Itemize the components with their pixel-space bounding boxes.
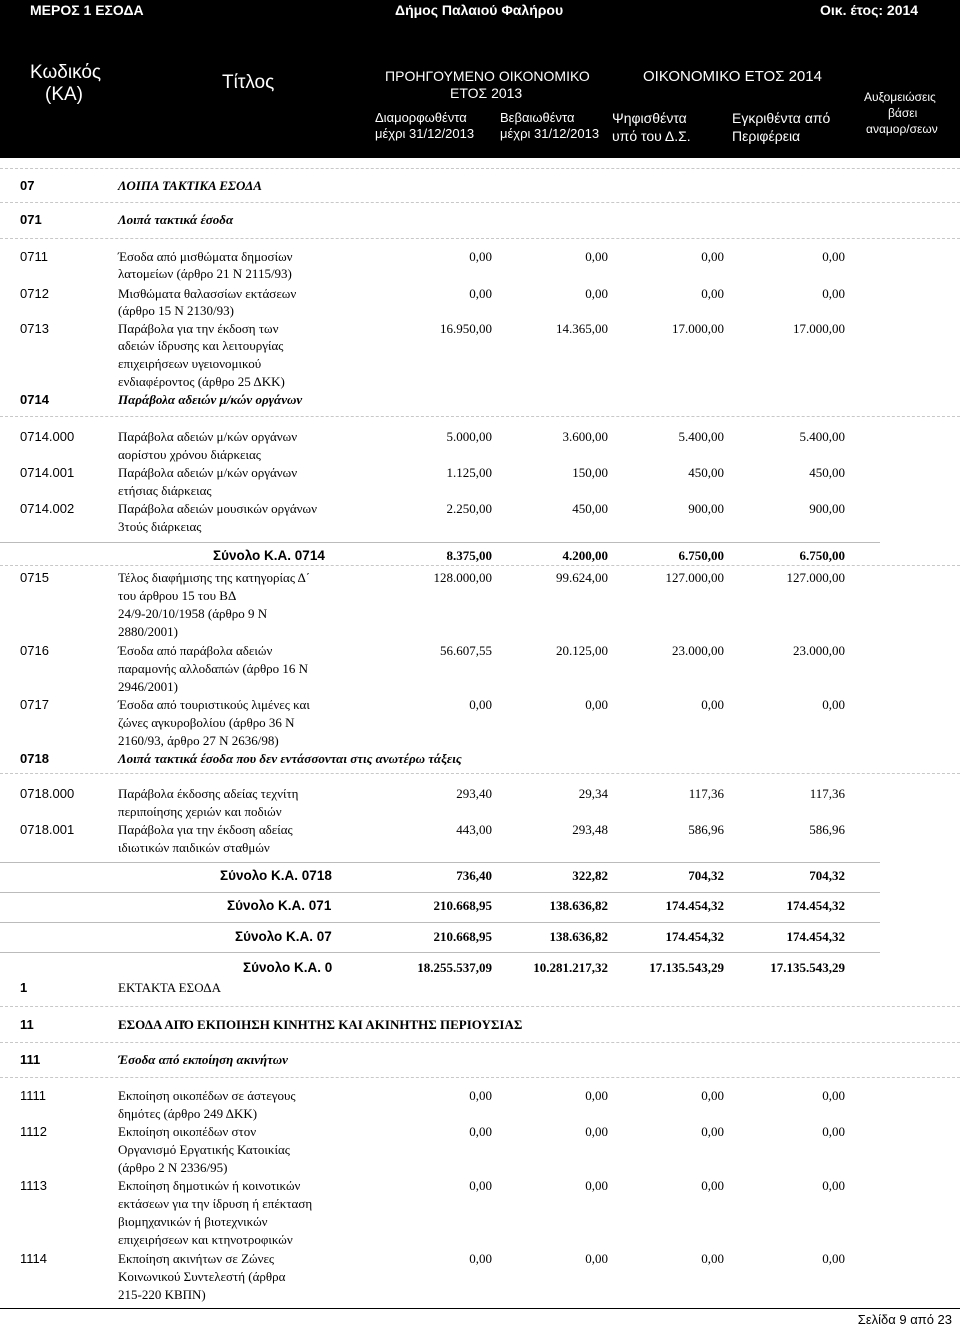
header-col3-line2: υπό του Δ.Σ. xyxy=(612,128,691,144)
title-0718: Λοιπά τακτικά έσοδα που δεν εντάσσονται στις ανωτέρω τάξεις xyxy=(118,751,462,766)
row-code: 0714.001 xyxy=(20,465,75,480)
row-title: 215-220 ΚΒΠΝ) xyxy=(118,1287,206,1302)
value-diamorfothenta: 0,00 xyxy=(469,286,492,301)
subtotal-diamorfothenta: 210.668,95 xyxy=(433,898,492,913)
header-col2-line1: Βεβαιωθέντα xyxy=(500,110,575,125)
row-title: 24/9-20/10/1958 (άρθρο 9 Ν xyxy=(118,606,268,621)
row-title: εκτάσεων για την ίδρυση ή επέκταση xyxy=(118,1196,313,1211)
section-label: ΜΕΡΟΣ 1 ΕΣΟΔΑ xyxy=(30,2,144,18)
row-title: Τέλος διαφήμισης της κατηγορίας Δ΄ xyxy=(118,570,311,585)
row-title: ετήσιας διάρκειας xyxy=(118,483,212,498)
row-title: (άρθρο 2 Ν 2336/95) xyxy=(118,1160,228,1175)
row-title: δημότες (άρθρο 249 ΔΚΚ) xyxy=(118,1106,258,1121)
row-title: 2160/93, άρθρο 27 Ν 2636/98) xyxy=(118,733,279,748)
row-code: 0711 xyxy=(20,249,48,264)
value-vevaiothenta: 0,00 xyxy=(585,1251,608,1266)
title-0714: Παράβολα αδειών μ/κών οργάνων xyxy=(118,392,303,407)
value-psifisthenta: 0,00 xyxy=(701,1124,724,1139)
row-title: Παράβολα για την έκδοση των xyxy=(118,321,279,336)
value-egkrithenta: 0,00 xyxy=(822,249,845,264)
header-col1-line1: Διαμορφωθέντα xyxy=(375,110,467,125)
title-11: ΕΣΟΔΑ ΑΠΌ ΕΚΠΟΙΗΣΗ ΚΙΝΗΤΗΣ ΚΑΙ ΑΚΙΝΗΤΗΣ ΠΕΡΙΟΥΣΙΑΣ xyxy=(118,1017,523,1032)
value-egkrithenta: 0,00 xyxy=(822,1124,845,1139)
row-title: Εκποίηση δημοτικών ή κοινοτικών xyxy=(118,1178,301,1193)
row-title: (άρθρο 15 Ν 2130/93) xyxy=(118,303,234,318)
value-diamorfothenta: 0,00 xyxy=(469,1178,492,1193)
title-111: Έσοδα από εκποίηση ακινήτων xyxy=(118,1052,288,1067)
subtotal-label: Σύνολο Κ.Α. 0718 xyxy=(220,868,332,883)
value-egkrithenta: 23.000,00 xyxy=(793,643,845,658)
value-psifisthenta: 0,00 xyxy=(701,1178,724,1193)
row-title: 3τούς διάρκειας xyxy=(118,519,202,534)
subtotal-diamorfothenta: 18.255.537,09 xyxy=(417,960,492,975)
header-col5-line1: Αυξομειώσεις xyxy=(864,90,936,104)
subtotal-psifisthenta: 17.135.543,29 xyxy=(649,960,724,975)
value-vevaiothenta: 0,00 xyxy=(585,697,608,712)
row-title: Έσοδα από μισθώματα δημοσίων xyxy=(118,249,293,264)
value-psifisthenta: 450,00 xyxy=(688,465,724,480)
value-diamorfothenta: 16.950,00 xyxy=(440,321,492,336)
value-egkrithenta: 0,00 xyxy=(822,1088,845,1103)
row-title: επιχειρήσεων υγειονομικού xyxy=(118,356,262,371)
value-vevaiothenta: 3.600,00 xyxy=(562,429,608,444)
row-title: λατομείων (άρθρο 21 Ν 2115/93) xyxy=(118,266,292,281)
fiscal-year-label: Οικ. έτος: 2014 xyxy=(820,2,919,18)
subtotal-egkrithenta: 6.750,00 xyxy=(799,548,845,563)
row-title: 2880/2001) xyxy=(118,624,178,639)
value-vevaiothenta: 0,00 xyxy=(585,286,608,301)
value-psifisthenta: 17.000,00 xyxy=(672,321,724,336)
row-code: 1114 xyxy=(20,1251,47,1266)
value-psifisthenta: 0,00 xyxy=(701,286,724,301)
row-code: 0712 xyxy=(20,286,49,301)
row-code: 1112 xyxy=(20,1124,47,1139)
row-code: 0713 xyxy=(20,321,49,336)
value-diamorfothenta: 128.000,00 xyxy=(433,570,492,585)
row-title: αδειών ίδρυσης και λειτουργίας xyxy=(118,338,284,353)
title-1: ΕΚΤΑΚΤΑ ΕΣΟΔΑ xyxy=(118,980,222,995)
code-1: 1 xyxy=(20,980,28,995)
subtotal-vevaiothenta: 138.636,82 xyxy=(549,929,608,944)
value-egkrithenta: 17.000,00 xyxy=(793,321,845,336)
header-col5-line3: αναμορ/σεων xyxy=(866,122,938,136)
value-vevaiothenta: 0,00 xyxy=(585,1088,608,1103)
subtotal-egkrithenta: 17.135.543,29 xyxy=(770,960,845,975)
header-code-line2: (ΚΑ) xyxy=(45,84,83,105)
subtotal-vevaiothenta: 138.636,82 xyxy=(549,898,608,913)
title-07: ΛΟΙΠΑ ΤΑΚΤΙΚΑ ΕΣΟΔΑ xyxy=(118,178,262,193)
row-title: αορίστου χρόνου διάρκειας xyxy=(118,447,261,462)
value-psifisthenta: 900,00 xyxy=(688,501,724,516)
code-071: 071 xyxy=(20,212,42,227)
row-title: του άρθρου 15 του ΒΔ xyxy=(118,588,237,603)
value-vevaiothenta: 14.365,00 xyxy=(556,321,608,336)
subtotal-psifisthenta: 6.750,00 xyxy=(678,548,724,563)
value-vevaiothenta: 150,00 xyxy=(572,465,608,480)
page-number: Σελίδα 9 από 23 xyxy=(857,1312,952,1327)
header-col1-line2: μέχρι 31/12/2013 xyxy=(375,126,475,141)
value-egkrithenta: 450,00 xyxy=(809,465,845,480)
row-title: Παράβολα έκδοσης αδείας τεχνίτη xyxy=(118,786,299,801)
subtotal-label: Σύνολο Κ.Α. 0714 xyxy=(213,548,325,563)
header-col3-line1: Ψηφισθέντα xyxy=(612,110,687,126)
value-diamorfothenta: 443,00 xyxy=(456,822,492,837)
row-code: 1111 xyxy=(20,1088,47,1103)
value-psifisthenta: 117,36 xyxy=(688,786,724,801)
row-code: 0718.000 xyxy=(20,786,75,801)
subtotal-label: Σύνολο Κ.Α. 071 xyxy=(227,898,332,913)
row-title: Παράβολα αδειών μ/κών οργάνων xyxy=(118,465,298,480)
header-code-line1: Κωδικός xyxy=(30,62,102,83)
row-title: ενδιαφέροντος (άρθρο 25 ΔΚΚ) xyxy=(118,374,285,389)
header-prev-year-line1: ΠΡΟΗΓΟΥΜΕΝΟ ΟΙΚΟΝΟΜΙΚΟ xyxy=(385,68,590,84)
row-code: 0714.002 xyxy=(20,501,75,516)
subtotal-psifisthenta: 704,32 xyxy=(688,868,724,883)
subtotal-diamorfothenta: 210.668,95 xyxy=(433,929,492,944)
subtotal-diamorfothenta: 8.375,00 xyxy=(446,548,492,563)
value-diamorfothenta: 0,00 xyxy=(469,697,492,712)
value-psifisthenta: 127.000,00 xyxy=(665,570,724,585)
row-code: 0717 xyxy=(20,697,49,712)
row-code: 0718.001 xyxy=(20,822,75,837)
subtotal-vevaiothenta: 322,82 xyxy=(572,868,608,883)
value-vevaiothenta: 29,34 xyxy=(578,786,608,801)
title-071: Λοιπά τακτικά έσοδα xyxy=(118,212,234,227)
row-code: 0716 xyxy=(20,643,49,658)
value-psifisthenta: 0,00 xyxy=(701,697,724,712)
code-07: 07 xyxy=(20,178,35,193)
subtotal-vevaiothenta: 4.200,00 xyxy=(562,548,608,563)
value-egkrithenta: 900,00 xyxy=(809,501,845,516)
header-col2-line2: μέχρι 31/12/2013 xyxy=(500,126,600,141)
value-diamorfothenta: 1.125,00 xyxy=(446,465,492,480)
row-title: περιποίησης χεριών και ποδιών xyxy=(118,804,282,819)
value-egkrithenta: 127.000,00 xyxy=(786,570,845,585)
subtotal-psifisthenta: 174.454,32 xyxy=(665,898,724,913)
subtotal-vevaiothenta: 10.281.217,32 xyxy=(533,960,608,975)
header-col4-line1: Εγκριθέντα από xyxy=(732,110,831,126)
row-title: Παράβολα αδειών μ/κών οργάνων xyxy=(118,429,298,444)
value-diamorfothenta: 293,40 xyxy=(456,786,492,801)
value-diamorfothenta: 56.607,55 xyxy=(440,643,492,658)
value-vevaiothenta: 0,00 xyxy=(585,1124,608,1139)
row-code: 0715 xyxy=(20,570,49,585)
row-title: Παράβολα για την έκδοση αδείας xyxy=(118,822,293,837)
row-title: Μισθώματα θαλασσίων εκτάσεων xyxy=(118,286,297,301)
row-title: Κοινωνικού Συντελεστή (άρθρα xyxy=(118,1269,286,1284)
header-col5-line2: βάσει xyxy=(888,106,918,120)
subtotal-egkrithenta: 174.454,32 xyxy=(786,929,845,944)
row-title: Παράβολα αδειών μουσικών οργάνων xyxy=(118,501,317,516)
header-col4-line2: Περιφέρεια xyxy=(732,128,801,144)
value-diamorfothenta: 0,00 xyxy=(469,1088,492,1103)
value-egkrithenta: 5.400,00 xyxy=(799,429,845,444)
row-code: 1113 xyxy=(20,1178,47,1193)
subtotal-diamorfothenta: 736,40 xyxy=(456,868,492,883)
value-egkrithenta: 0,00 xyxy=(822,286,845,301)
code-111: 111 xyxy=(20,1052,41,1067)
value-diamorfothenta: 0,00 xyxy=(469,1124,492,1139)
header-prev-year-line2: ΕΤΟΣ 2013 xyxy=(450,85,523,101)
value-diamorfothenta: 2.250,00 xyxy=(446,501,492,516)
row-title: Οργανισμό Εργατικής Κατοικίας xyxy=(118,1142,290,1157)
code-0718: 0718 xyxy=(20,751,49,766)
value-vevaiothenta: 293,48 xyxy=(572,822,608,837)
header-title: Τίτλος xyxy=(222,72,275,93)
row-title: Έσοδα από τουριστικούς λιμένες και xyxy=(118,697,310,712)
row-title: 2946/2001) xyxy=(118,679,178,694)
subtotal-psifisthenta: 174.454,32 xyxy=(665,929,724,944)
value-egkrithenta: 0,00 xyxy=(822,1178,845,1193)
value-diamorfothenta: 5.000,00 xyxy=(446,429,492,444)
row-title: Έσοδα από παράβολα αδειών xyxy=(118,643,273,658)
value-diamorfothenta: 0,00 xyxy=(469,249,492,264)
value-egkrithenta: 117,36 xyxy=(809,786,845,801)
value-psifisthenta: 0,00 xyxy=(701,1251,724,1266)
table-header xyxy=(0,22,960,158)
subtotal-label: Σύνολο Κ.Α. 0 xyxy=(243,960,333,975)
subtotal-egkrithenta: 174.454,32 xyxy=(786,898,845,913)
code-0714: 0714 xyxy=(20,392,49,407)
value-psifisthenta: 0,00 xyxy=(701,1088,724,1103)
value-psifisthenta: 23.000,00 xyxy=(672,643,724,658)
top-bar xyxy=(0,0,960,22)
row-title: επιχειρήσεων και κτηνοτροφικών xyxy=(118,1232,293,1247)
value-psifisthenta: 586,96 xyxy=(688,822,724,837)
value-vevaiothenta: 450,00 xyxy=(572,501,608,516)
row-title: Εκποίηση ακινήτων σε Ζώνες xyxy=(118,1251,275,1266)
row-title: Εκποίηση οικοπέδων στον xyxy=(118,1124,257,1139)
value-vevaiothenta: 99.624,00 xyxy=(556,570,608,585)
row-title: ιδιωτικών παιδικών σταθμών xyxy=(118,840,270,855)
subtotal-label: Σύνολο Κ.Α. 07 xyxy=(235,929,332,944)
value-egkrithenta: 0,00 xyxy=(822,1251,845,1266)
code-11: 11 xyxy=(20,1017,34,1032)
value-vevaiothenta: 0,00 xyxy=(585,249,608,264)
value-diamorfothenta: 0,00 xyxy=(469,1251,492,1266)
subtotal-egkrithenta: 704,32 xyxy=(809,868,845,883)
value-vevaiothenta: 20.125,00 xyxy=(556,643,608,658)
municipality-label: Δήμος Παλαιού Φαλήρου xyxy=(395,2,564,18)
value-psifisthenta: 0,00 xyxy=(701,249,724,264)
value-psifisthenta: 5.400,00 xyxy=(678,429,724,444)
header-cur-year: ΟΙΚΟΝΟΜΙΚΟ ΕΤΟΣ 2014 xyxy=(643,68,822,85)
value-vevaiothenta: 0,00 xyxy=(585,1178,608,1193)
value-egkrithenta: 0,00 xyxy=(822,697,845,712)
value-egkrithenta: 586,96 xyxy=(809,822,845,837)
row-title: βιομηχανικών ή βιοτεχνικών xyxy=(118,1214,268,1229)
row-title: Εκποίηση οικοπέδων σε άστεγους xyxy=(118,1088,296,1103)
row-code: 0714.000 xyxy=(20,429,75,444)
row-title: παραμονής αλλοδαπών (άρθρο 16 Ν xyxy=(118,661,309,676)
row-title: ζώνες αγκυροβολίου (άρθρο 36 Ν xyxy=(118,715,295,730)
